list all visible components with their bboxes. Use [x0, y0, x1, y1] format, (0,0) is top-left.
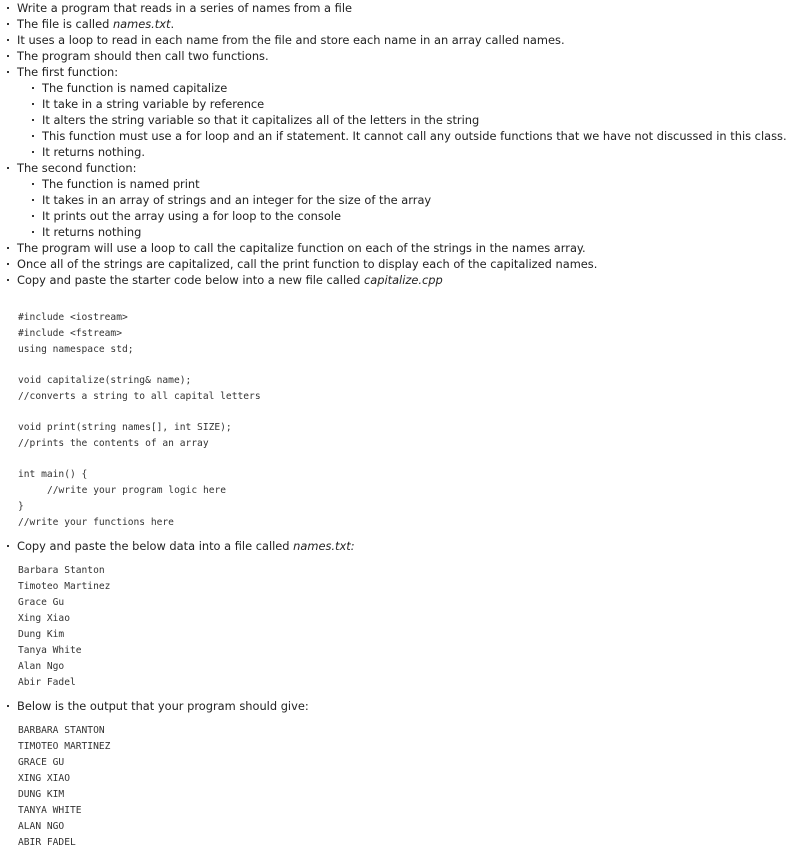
sub-list-item — [0, 224, 792, 240]
bullet-marker — [32, 151, 34, 153]
name-line: Barbara Stanton — [18, 565, 105, 576]
output-line: TIMOTEO MARTINEZ — [18, 741, 111, 752]
spacer — [0, 405, 792, 420]
name-line: Dung Kim — [18, 629, 65, 640]
bullet-marker — [7, 39, 9, 41]
bullet-marker — [32, 103, 34, 105]
name-line: Xing Xiao — [18, 613, 70, 624]
list-item-text: . — [170, 17, 175, 31]
spacer — [0, 452, 792, 467]
sub-list-item — [0, 128, 792, 144]
sub-list-item — [0, 80, 792, 96]
name-line: Abir Fadel — [18, 677, 76, 688]
list-item — [0, 240, 792, 256]
list-item — [0, 48, 792, 64]
list-item-text: The first function: — [17, 65, 119, 79]
bullet-marker — [32, 119, 34, 121]
code-line: void print(string names[], int SIZE); — [18, 422, 232, 433]
bullet-marker — [7, 279, 9, 281]
code-line: #include <iostream> — [18, 312, 128, 323]
output-line: ALAN NGO — [18, 821, 65, 832]
bullet-marker — [7, 263, 9, 265]
bullet-marker — [7, 167, 9, 169]
bullet-marker — [32, 135, 34, 137]
bullet-marker — [7, 71, 9, 73]
spacer — [0, 288, 792, 310]
code-comment: //prints the contents of an array — [18, 438, 209, 449]
name-line: Timoteo Martinez — [18, 581, 111, 592]
bullet-marker — [7, 545, 9, 547]
bullet-marker — [32, 215, 34, 217]
filename-emphasis: names.txt: — [293, 539, 355, 553]
bullet-marker — [32, 183, 34, 185]
bullet-marker — [7, 247, 9, 249]
list-item — [0, 272, 792, 288]
list-item-text: The file is called — [17, 17, 113, 31]
list-item-text: Copy and paste the below data into a file called — [17, 539, 294, 553]
list-item-text: It uses a loop to read in each name from the file and store each name in an array called names. — [17, 33, 565, 47]
filename-emphasis: capitalize.cpp — [363, 273, 443, 287]
code-line: #include <fstream> — [18, 328, 122, 339]
list-item — [0, 32, 792, 48]
output-line: TANYA WHITE — [18, 805, 82, 816]
list-item-text: The program should then call two functions. — [17, 49, 269, 63]
bullet-marker — [7, 7, 9, 9]
bullet-marker — [7, 55, 9, 57]
list-item — [0, 16, 792, 32]
code-comment: //write your functions here — [18, 517, 174, 528]
sub-list-item — [0, 192, 792, 208]
output-line: ABIR FADEL — [18, 837, 76, 848]
sub-list-item-text: It alters the string variable so that it capitalizes all of the letters in the string — [42, 113, 480, 127]
sub-list-item — [0, 208, 792, 224]
output-line: BARBARA STANTON — [18, 725, 105, 736]
sub-list-item-text: It takes in an array of strings and an integer for the size of the array — [42, 193, 432, 207]
list-item-text: Once all of the strings are capitalized, call the print function to display each of the capitalized names. — [17, 257, 598, 271]
code-comment: //write your program logic here — [47, 485, 227, 496]
code-line: using namespace std; — [18, 344, 134, 355]
name-line: Alan Ngo — [18, 661, 65, 672]
output-line: DUNG KIM — [18, 789, 65, 800]
sub-list-item-text: It prints out the array using a for loop to the console — [42, 209, 341, 223]
list-item — [0, 256, 792, 272]
sub-list-item-text: It returns nothing — [42, 225, 142, 239]
spacer — [0, 554, 792, 563]
bullet-marker — [32, 231, 34, 233]
sub-list-item-text: It returns nothing. — [42, 145, 145, 159]
list-item — [0, 160, 792, 176]
list-item — [0, 0, 792, 16]
list-item-text: The program will use a loop to call the capitalize function on each of the strings in the names array. — [17, 241, 586, 255]
sub-list-item-text: The function is named capitalize — [42, 81, 228, 95]
bullet-marker — [32, 199, 34, 201]
names-data-block — [0, 563, 792, 691]
code-line: int main() { — [18, 469, 88, 480]
sub-list-item — [0, 144, 792, 160]
sub-list-item — [0, 112, 792, 128]
list-item-text: The second function: — [17, 161, 137, 175]
filename-emphasis: names.txt — [112, 17, 171, 31]
sub-list-item-text: It take in a string variable by reference — [42, 97, 265, 111]
name-line: Grace Gu — [18, 597, 65, 608]
list-item — [0, 64, 792, 80]
spacer — [0, 691, 792, 698]
sub-list-item — [0, 176, 792, 192]
sub-list-item — [0, 96, 792, 112]
spacer — [0, 358, 792, 373]
bullet-marker — [32, 87, 34, 89]
spacer — [0, 531, 792, 538]
expected-output-block — [0, 723, 792, 851]
spacer — [0, 714, 792, 723]
sub-list-item-text: This function must use a for loop and an if statement. It cannot call any outside functions that we have not discussed in this class. — [42, 129, 787, 143]
sub-list-item-text: The function is named print — [42, 177, 200, 191]
bullet-marker — [7, 23, 9, 25]
code-comment: //converts a string to all capital letters — [18, 391, 261, 402]
list-item — [0, 698, 792, 714]
output-line: XING XIAO — [18, 773, 70, 784]
list-item-text: Write a program that reads in a series of names from a file — [17, 1, 352, 15]
starter-code-block — [0, 310, 792, 531]
code-line: void capitalize(string& name); — [18, 375, 192, 386]
code-line: } — [18, 501, 24, 512]
list-item-text: Below is the output that your program should give: — [17, 699, 309, 713]
name-line: Tanya White — [18, 645, 82, 656]
list-item-text: Copy and paste the starter code below into a new file called — [17, 273, 364, 287]
list-item — [0, 538, 792, 554]
bullet-marker — [7, 705, 9, 707]
output-line: GRACE GU — [18, 757, 65, 768]
